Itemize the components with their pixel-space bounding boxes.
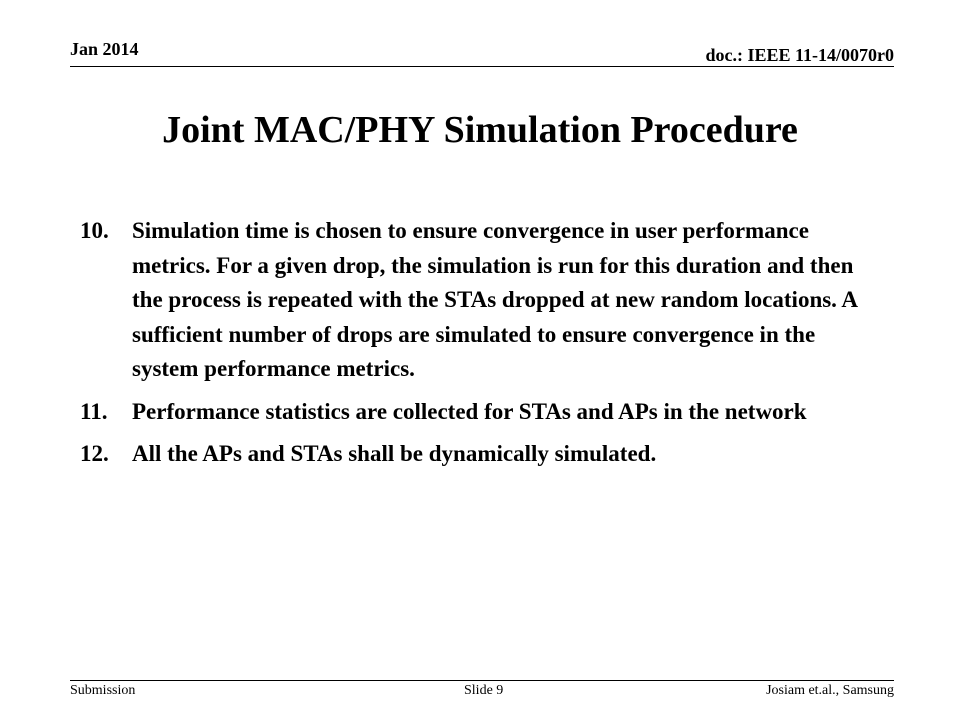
list-item-text: Simulation time is chosen to ensure convergence in user performance metrics. For a given drop, the simulation is run for this duration and then the process is repeated with the STAs dropped at new random locations. A sufficient number of drops are simulated to ensure convergence in the system performance metrics.: [132, 218, 857, 381]
list-item: [80, 437, 880, 472]
list-item-number: 10.: [80, 218, 109, 243]
list-item: [80, 395, 880, 430]
slide-title: Joint MAC/PHY Simulation Procedure: [162, 109, 798, 151]
footer-authors: Josiam et.al., Samsung: [766, 683, 894, 698]
list-item-text: Performance statistics are collected for STAs and APs in the network: [132, 398, 807, 424]
header-date: Jan 2014: [70, 39, 139, 59]
footer-submission: Submission: [70, 683, 136, 698]
list-item-number: 12.: [80, 441, 109, 466]
slide-number: Slide 9: [464, 683, 504, 698]
list-item-text: All the APs and STAs shall be dynamically simulated.: [132, 441, 657, 466]
header-divider: [70, 66, 894, 67]
numbered-list: [80, 214, 880, 480]
list-item: [80, 214, 880, 387]
footer-divider: [70, 680, 894, 681]
list-item-number: 11.: [80, 398, 108, 424]
document-id: doc.: IEEE 11-14/0070r0: [705, 45, 894, 65]
